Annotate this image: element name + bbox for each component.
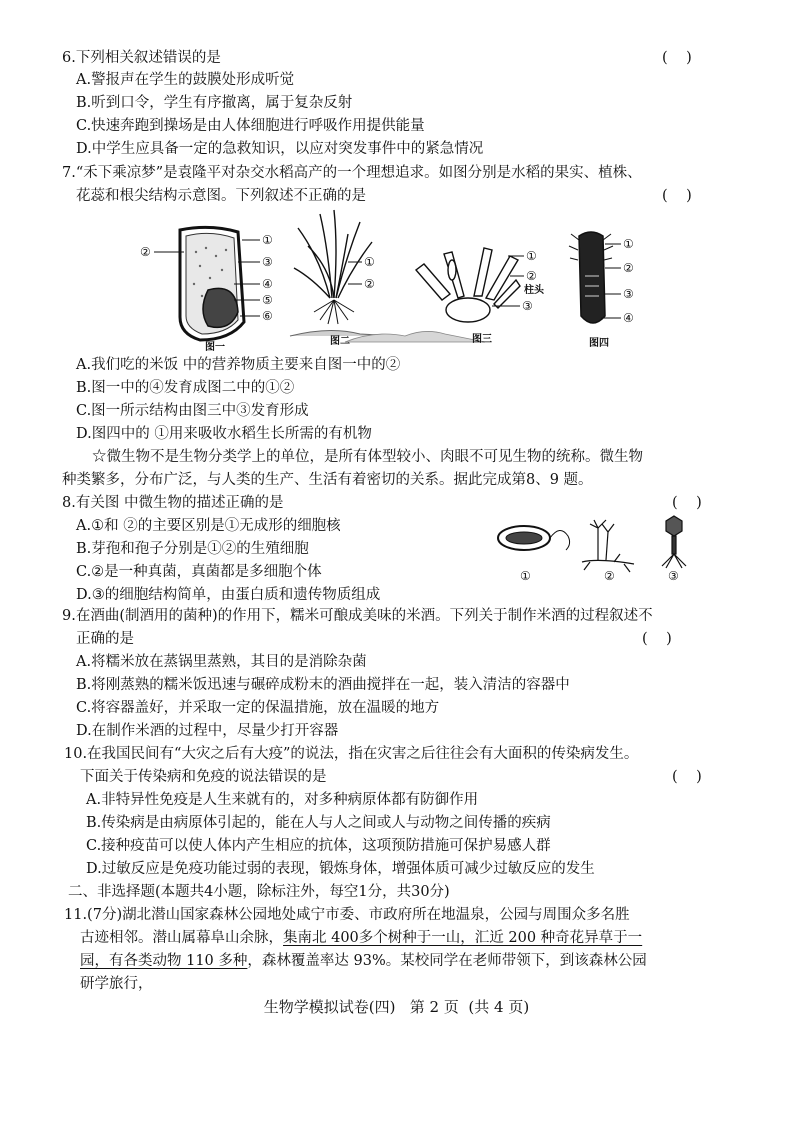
q6-answer-paren: ( ) bbox=[662, 50, 692, 66]
fig1-label-1: ① bbox=[262, 233, 273, 247]
q6-option-b: B.听到口令，学生有序撤离，属于复杂反射 bbox=[76, 95, 353, 111]
q8-option-d: D.③的细胞结构简单，由蛋白质和遗传物质组成 bbox=[76, 587, 381, 603]
q9-stem-line1: 9.在酒曲(制酒用的菌种)的作用下，糯米可酿成美味的米酒。下列关于制作米酒的过程叙述不 bbox=[62, 608, 653, 624]
q7-figure1-rice-grain bbox=[140, 222, 280, 353]
q7-stem-line2: 花蕊和根尖结构示意图。下列叙述不正确的是 bbox=[76, 188, 366, 204]
q6-option-d: D.中学生应具备一定的急救知识，以应对突发事件中的紧急情况 bbox=[76, 141, 484, 157]
q7-answer-paren: ( ) bbox=[662, 188, 692, 204]
intro89-line1: ☆微生物不是生物分类学上的单位，是所有体型较小、肉眼不可见生物的统称。微生物 bbox=[92, 449, 643, 465]
fig3-label-stigma: 柱头 bbox=[524, 285, 544, 296]
q7-figure3-flower bbox=[412, 240, 562, 350]
bacterium-figure bbox=[498, 526, 570, 550]
fig3-label-3: ③ bbox=[522, 299, 533, 313]
fig1-label-5: ⑤ bbox=[262, 293, 273, 307]
q9-answer-paren: ( ) bbox=[642, 631, 672, 647]
q8-stem: 8.有关图 中微生物的描述正确的是 bbox=[62, 495, 284, 511]
page-footer: 生物学模拟试卷(四) 第 2 页 (共 4 页) bbox=[263, 998, 530, 1016]
q10-option-c: C.接种疫苗可以使人体内产生相应的抗体，这项预防措施可保护易感人群 bbox=[86, 838, 551, 854]
fig4-label-4: ④ bbox=[623, 311, 634, 325]
q6-option-c: C.快速奔跑到操场是由人体细胞进行呼吸作用提供能量 bbox=[76, 118, 425, 134]
q10-option-a: A.非特异性免疫是人生来就有的，对多种病原体都有防御作用 bbox=[86, 792, 479, 808]
section2-heading: 二、非选择题(本题共4小题，除标注外，每空1分，共30分) bbox=[68, 884, 450, 900]
q8-fig-label-1: ① bbox=[520, 569, 531, 583]
q8-figure-microbes bbox=[494, 510, 694, 585]
fig4-caption: 图四 bbox=[589, 338, 609, 349]
mold-figure bbox=[582, 520, 634, 572]
q7-stem-line1: 7.“禾下乘凉梦”是袁隆平对杂交水稻高产的一个理想追求。如图分别是水稻的果实、植株、 bbox=[62, 165, 642, 181]
fig2-caption: 图二 bbox=[330, 336, 350, 347]
q6-option-a: A.警报声在学生的鼓膜处形成听觉 bbox=[76, 72, 295, 88]
q11-line1: 11.(7分)湖北潜山国家森林公园地处咸宁市委、市政府所在地温泉，公园与周围众多名胜 bbox=[64, 907, 630, 923]
fig3-label-2: ② bbox=[526, 269, 537, 283]
q7-option-d: D.图四中的 ①用来吸收水稻生长所需的有机物 bbox=[76, 426, 372, 442]
fig2-label-1: ① bbox=[364, 255, 375, 269]
q8-fig-label-2: ② bbox=[604, 569, 615, 583]
q10-answer-paren: ( ) bbox=[672, 769, 702, 785]
q10-stem-line2: 下面关于传染病和免疫的说法错误的是 bbox=[80, 769, 327, 785]
q9-option-a: A.将糯米放在蒸锅里蒸熟，其目的是消除杂菌 bbox=[76, 654, 367, 670]
q7-option-c: C.图一所示结构由图三中③发育形成 bbox=[76, 403, 309, 419]
fig4-label-2: ② bbox=[623, 261, 634, 275]
q9-option-b: B.将刚蒸熟的糯米饭迅速与碾碎成粉末的酒曲搅拌在一起，装入清洁的容器中 bbox=[76, 677, 570, 693]
q7-figure4-root-tip bbox=[565, 226, 665, 350]
q8-option-b: B.芽孢和孢子分别是①②的生殖细胞 bbox=[76, 541, 309, 557]
q8-option-a: A.①和 ②的主要区别是①无成形的细胞核 bbox=[76, 518, 341, 534]
intro89-line2: 种类繁多，分布广泛，与人类的生产、生活有着密切的关系。据此完成第8、9 题。 bbox=[62, 472, 593, 488]
q7-option-a: A.我们吃的米饭 中的营养物质主要来自图一中的② bbox=[76, 357, 401, 373]
fig4-label-1: ① bbox=[623, 237, 634, 251]
q10-stem-line1: 10.在我国民间有“大灾之后有大疫”的说法，指在灾害之后往往会有大面积的传染病发生。 bbox=[64, 746, 639, 762]
fig4-label-3: ③ bbox=[623, 287, 634, 301]
q11-line2-underlined: 集南北 400多个树种于一山，汇近 200 种奇花异草于一 bbox=[283, 930, 643, 946]
q11-line2 bbox=[80, 928, 642, 948]
phage-figure bbox=[662, 516, 686, 568]
fig1-label-6: ⑥ bbox=[262, 309, 273, 323]
q9-option-c: C.将容器盖好，并采取一定的保温措施，放在温暖的地方 bbox=[76, 700, 440, 716]
fig3-label-1: ① bbox=[526, 249, 537, 263]
q11-line3-plain: ，森林覆盖率达 93%。某校同学在老师带领下，到该森林公园 bbox=[247, 953, 647, 969]
q7-option-b: B.图一中的④发育成图二中的①② bbox=[76, 380, 295, 396]
fig1-label-3: ③ bbox=[262, 255, 273, 269]
q9-stem-line2: 正确的是 bbox=[76, 631, 134, 647]
q10-option-b: B.传染病是由病原体引起的，能在人与人之间或人与动物之间传播的疾病 bbox=[86, 815, 551, 831]
q8-fig-label-3: ③ bbox=[668, 569, 679, 583]
q11-line3-underlined: 园，有各类动物 110 多种 bbox=[80, 953, 248, 969]
q10-option-d: D.过敏反应是免疫功能过弱的表现，锻炼身体，增强体质可减少过敏反应的发生 bbox=[86, 861, 595, 877]
fig1-label-2: ② bbox=[140, 245, 151, 259]
fig3-caption: 图三 bbox=[472, 334, 492, 345]
q8-answer-paren: ( ) bbox=[672, 495, 702, 511]
q11-line2-plain: 古迹相邻。潜山属幕阜山余脉， bbox=[80, 930, 283, 946]
q7-figure2-rice-plant bbox=[290, 208, 400, 348]
q11-line4: 研学旅行， bbox=[80, 976, 153, 992]
fig1-caption: 图一 bbox=[205, 342, 225, 353]
q8-option-c: C.②是一种真菌，真菌都是多细胞个体 bbox=[76, 564, 322, 580]
q6-stem: 6.下列相关叙述错误的是 bbox=[62, 50, 221, 66]
q11-line3 bbox=[80, 951, 647, 971]
q9-option-d: D.在制作米酒的过程中，尽量少打开容器 bbox=[76, 723, 339, 739]
fig2-label-2: ② bbox=[364, 277, 375, 291]
fig1-label-4: ④ bbox=[262, 277, 273, 291]
